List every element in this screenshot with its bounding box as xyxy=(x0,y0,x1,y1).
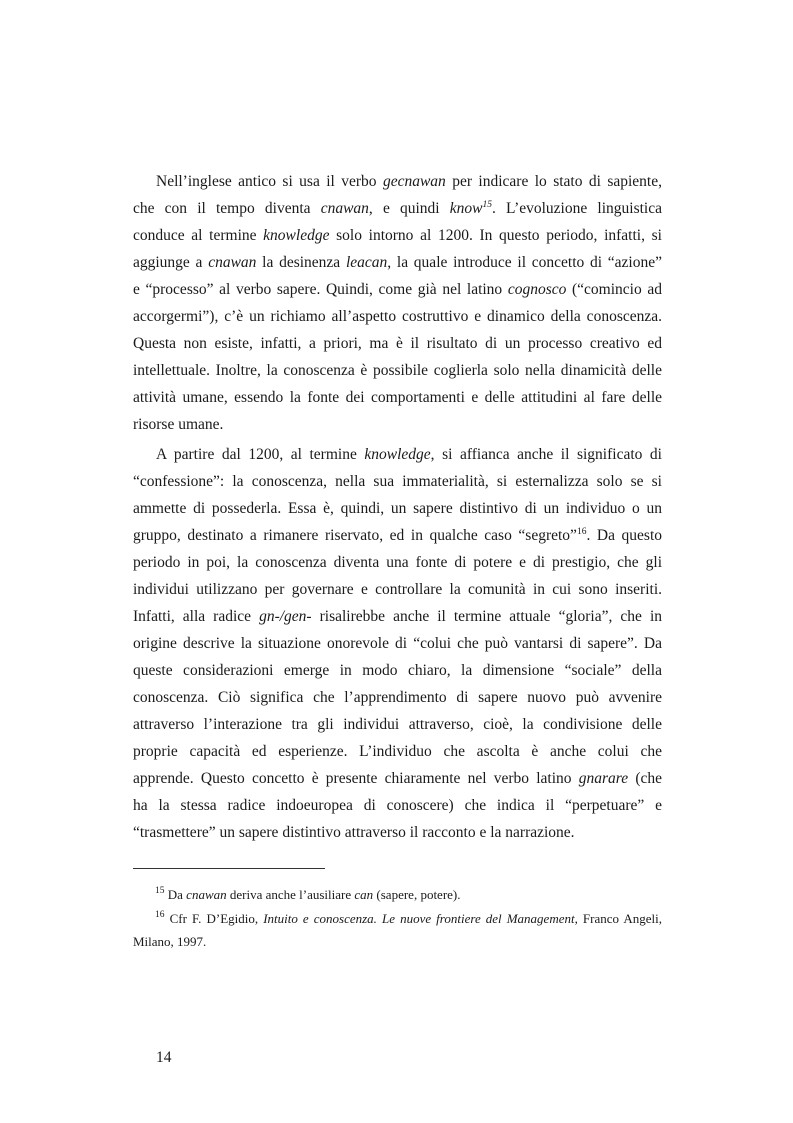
body-text-line: queste considerazioni emerge in modo chiaro, la dimensione “sociale” della xyxy=(133,662,662,679)
footnote-ref-15: 15 xyxy=(482,200,492,210)
body-text-line: Nell’inglese antico si usa il verbo gecnawan per indicare lo stato di sapiente, xyxy=(156,173,662,190)
footnote-16: $^{16}$ Cfr F. D’Egidio, Intuito e conoscenza. Le nuove frontiere del Management, Franco Angeli, xyxy=(155,910,663,926)
body-text-line: apprende. Questo concetto è presente chiaramente nel verbo latino gnarare (che xyxy=(133,770,662,787)
body-text-line: risorse umane. xyxy=(133,416,224,433)
body-text-line: accorgermi”), c’è un richiamo all’aspetto costruttivo e dinamico della conoscenza. xyxy=(133,308,662,325)
body-text-line: “trasmettere” un sapere distintivo attraverso il racconto e la narrazione. xyxy=(133,824,575,841)
body-text-line: e “processo” al verbo sapere. Quindi, come già nel latino cognosco (“comincio ad xyxy=(133,281,662,298)
body-text-line: periodo in poi, la conoscenza diventa una fonte di potere e di prestigio, che gli xyxy=(133,554,662,571)
body-text-line: intellettuale. Inoltre, la conoscenza è possibile coglierla solo nella dinamicità delle xyxy=(133,362,662,379)
body-text-line: gruppo, destinato a rimanere riservato, ed in qualche caso “segreto”$^{16}$. Da questo xyxy=(133,527,663,544)
body-text-line: conoscenza. Ciò significa che l’apprendimento di sapere nuovo può avvenire xyxy=(133,689,662,706)
body-text-line: che con il tempo diventa cnawan, e quindi know$^{15}$. L’evoluzione linguistica xyxy=(133,200,662,217)
body-text-line: attività umane, essendo la fonte dei comportamenti e delle attitudini al fare delle xyxy=(133,389,662,406)
body-text-line: A partire dal 1200, al termine knowledge, si affianca anche il significato di xyxy=(156,446,662,463)
body-text-line: aggiunge a cnawan la desinenza leacan, la quale introduce il concetto di “azione” xyxy=(133,254,662,271)
body-text-line: individui utilizzano per governare e controllare la comunità in cui sono inseriti. xyxy=(133,581,662,598)
body-text-line: proprie capacità ed esperienze. L’individuo che ascolta è anche colui che xyxy=(133,743,662,760)
body-text-line: attraverso l’interazione tra gli individui attraverso, cioè, la condivisione delle xyxy=(133,716,662,733)
page-number: 14 xyxy=(156,1049,172,1066)
body-text-line: origine descrive la situazione onorevole di “colui che può vantarsi di sapere”. Da xyxy=(133,635,662,652)
footnote-16-continuation: Milano, 1997. xyxy=(133,934,207,949)
footnote-ref-16: 16 xyxy=(576,527,587,537)
body-text-line: conduce al termine knowledge solo intorno al 1200. In questo periodo, infatti, si xyxy=(133,227,662,244)
body-text-line: Infatti, alla radice gn-/gen- risalirebbe anche il termine attuale “gloria”, che in xyxy=(133,608,662,625)
body-text-line: ammette di possederla. Essa è, quindi, un sapere distintivo di un individuo o un xyxy=(133,500,662,517)
body-text-line: ha la stessa radice indoeuropea di conoscere) che indica il “perpetuare” e xyxy=(133,797,662,814)
body-text-line: “confessione”: la conoscenza, nella sua immaterialità, si esternalizza solo se si xyxy=(133,473,662,490)
footnote-separator xyxy=(133,868,325,869)
body-text-line: Questa non esiste, infatti, a priori, ma è il risultato di un processo creativo ed xyxy=(133,335,662,352)
footnote-15: $^{15}$ Da cnawan deriva anche l’ausiliare can (sapere, potere). xyxy=(155,886,461,902)
